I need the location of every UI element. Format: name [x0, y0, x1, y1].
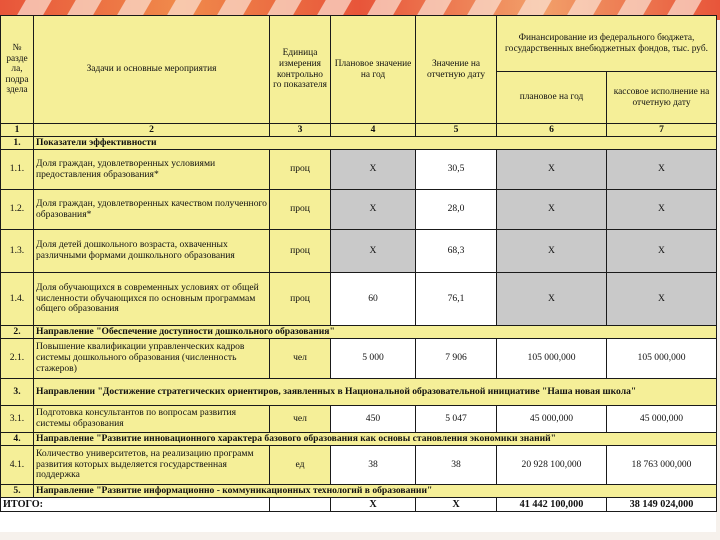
row-financing-planned: 105 000,000 — [497, 339, 607, 379]
row-financing-planned: Х — [497, 230, 607, 273]
total-financing-planned: 41 442 100,000 — [497, 498, 607, 512]
row-actual-value: 76,1 — [416, 273, 497, 326]
row-actual-value: 68,3 — [416, 230, 497, 273]
row-description: Доля детей дошкольного возраста, охваченных различными формами дошкольного образования — [34, 230, 270, 273]
row-description: Повышение квалификации управленческих кадров системы дошкольного образования (численность стажеров) — [34, 339, 270, 379]
section-row — [1, 485, 717, 498]
row-unit: проц — [270, 150, 331, 190]
row-description: Количество университетов, на реализацию программ развития которых выделяется государственная поддержка — [34, 446, 270, 485]
row-planned-value: Х — [331, 190, 416, 230]
row-unit: ед — [270, 446, 331, 485]
column-number: 2 — [34, 124, 270, 137]
row-number: 1.1. — [1, 150, 34, 190]
total-unit — [270, 498, 331, 512]
row-number: 4.1. — [1, 446, 34, 485]
total-planned: Х — [331, 498, 416, 512]
row-number: 1.2. — [1, 190, 34, 230]
column-number: 6 — [497, 124, 607, 137]
row-financing-cash: 45 000,000 — [607, 406, 717, 433]
section-number: 5. — [1, 485, 34, 498]
header-unit: Единица измерения контрольно го показателя — [270, 16, 331, 124]
column-number: 1 — [1, 124, 34, 137]
header-tasks: Задачи и основные мероприятия — [34, 16, 270, 124]
header-planned-value: Плановое значение на год — [331, 16, 416, 124]
section-title: Показатели эффективности — [34, 137, 717, 150]
column-number: 7 — [607, 124, 717, 137]
row-description: Подготовка консультантов по вопросам развития системы образования — [34, 406, 270, 433]
header-actual-value: Значение на отчетную дату — [416, 16, 497, 124]
column-number: 3 — [270, 124, 331, 137]
table-row — [1, 339, 717, 379]
section-number: 2. — [1, 326, 34, 339]
row-planned-value: Х — [331, 150, 416, 190]
row-unit: проц — [270, 230, 331, 273]
row-planned-value: 5 000 — [331, 339, 416, 379]
section-title: Направление "Развитие инновационного характера базового образования как основы становления экономики знаний" — [34, 433, 717, 446]
table-row — [1, 406, 717, 433]
row-actual-value: 38 — [416, 446, 497, 485]
section-number: 3. — [1, 379, 34, 406]
row-financing-planned: 20 928 100,000 — [497, 446, 607, 485]
table-row — [1, 150, 717, 190]
header-section-number: № разде ла, подра здела — [1, 16, 34, 124]
header-financing-planned: плановое на год — [497, 72, 607, 124]
row-planned-value: 450 — [331, 406, 416, 433]
table-row — [1, 446, 717, 485]
section-row — [1, 137, 717, 150]
header-financing: Финансирование из федерального бюджета, государственных внебюджетных фондов, тыс. руб. — [497, 16, 717, 72]
table-row — [1, 230, 717, 273]
section-title: Направлении "Достижение стратегических ориентиров, заявленных в Национальной образовательной инициативе "Наша новая школа" — [34, 379, 717, 406]
report-sheet — [0, 15, 716, 540]
row-financing-planned: Х — [497, 273, 607, 326]
row-unit: чел — [270, 406, 331, 433]
table-row — [1, 190, 717, 230]
row-actual-value: 30,5 — [416, 150, 497, 190]
column-number: 5 — [416, 124, 497, 137]
row-description: Доля граждан, удовлетворенных качеством полученного образования* — [34, 190, 270, 230]
row-actual-value: 7 906 — [416, 339, 497, 379]
row-financing-cash: Х — [607, 273, 717, 326]
row-planned-value: 60 — [331, 273, 416, 326]
row-description: Доля граждан, удовлетворенных условиями предоставления образования* — [34, 150, 270, 190]
row-unit: чел — [270, 339, 331, 379]
row-actual-value: 5 047 — [416, 406, 497, 433]
total-actual: Х — [416, 498, 497, 512]
row-unit: проц — [270, 273, 331, 326]
section-row — [1, 326, 717, 339]
section-number: 1. — [1, 137, 34, 150]
row-number: 2.1. — [1, 339, 34, 379]
section-row — [1, 379, 717, 406]
row-financing-cash: 105 000,000 — [607, 339, 717, 379]
row-financing-cash: Х — [607, 230, 717, 273]
section-title: Направление "Развитие информационно - коммуникационных технологий в образовании" — [34, 485, 717, 498]
total-label: ИТОГО: — [1, 498, 270, 512]
row-number: 1.4. — [1, 273, 34, 326]
row-financing-cash: 18 763 000,000 — [607, 446, 717, 485]
row-unit: проц — [270, 190, 331, 230]
section-row — [1, 433, 717, 446]
row-description: Доля обучающихся в современных условиях от общей численности обучающихся по основным программам общего образования — [34, 273, 270, 326]
row-number: 1.3. — [1, 230, 34, 273]
row-planned-value: Х — [331, 230, 416, 273]
section-number: 4. — [1, 433, 34, 446]
row-number: 3.1. — [1, 406, 34, 433]
row-planned-value: 38 — [331, 446, 416, 485]
row-actual-value: 28,0 — [416, 190, 497, 230]
row-financing-cash: Х — [607, 190, 717, 230]
column-number: 4 — [331, 124, 416, 137]
row-financing-planned: Х — [497, 150, 607, 190]
bottom-edge — [0, 532, 720, 540]
row-financing-planned: Х — [497, 190, 607, 230]
total-financing-cash: 38 149 024,000 — [607, 498, 717, 512]
header-financing-cash: кассовое исполнение на отчетную дату — [607, 72, 717, 124]
section-title: Направление "Обеспечение доступности дошкольного образования" — [34, 326, 717, 339]
table-row — [1, 273, 717, 326]
report-table — [0, 15, 717, 512]
row-financing-cash: Х — [607, 150, 717, 190]
row-financing-planned: 45 000,000 — [497, 406, 607, 433]
